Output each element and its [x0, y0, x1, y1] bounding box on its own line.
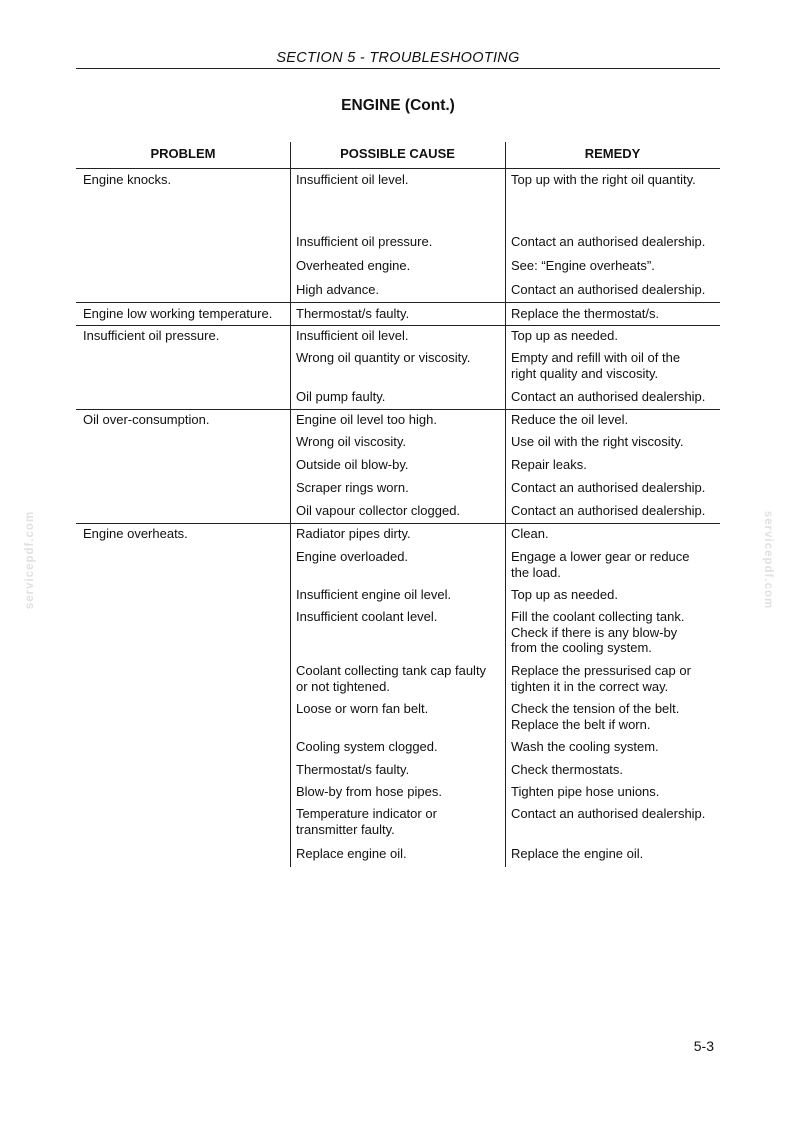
remedy-cell: Engage a lower gear or reduce [511, 549, 690, 564]
cause-cell: Scraper rings worn. [296, 480, 409, 495]
remedy-cell: tighten it in the correct way. [511, 678, 669, 694]
remedy-cell: Use oil with the right viscosity. [511, 434, 684, 449]
cause-cell: Outside oil blow-by. [296, 457, 409, 472]
section-header: SECTION 5 - TROUBLESHOOTING [276, 50, 520, 66]
remedy-cell: Check the tension of the belt. [511, 701, 680, 716]
remedy-cell: Replace the thermostat/s. [511, 306, 660, 321]
remedy-cell: Fill the coolant collecting tank. [511, 609, 685, 624]
remedy-cell: Wash the cooling system. [511, 739, 659, 754]
cause-cell: Insufficient oil level. [296, 172, 409, 187]
remedy-cell: Contact an authorised dealership. [511, 480, 706, 495]
page-title: ENGINE (Cont.) [341, 97, 455, 114]
remedy-cell: See: “Engine overheats”. [511, 258, 655, 273]
cause-cell: Cooling system clogged. [296, 739, 438, 754]
remedy-cell: Contact an authorised dealership. [511, 234, 706, 249]
problem-cell: Engine knocks. [83, 172, 172, 187]
cause-cell: Oil vapour collector clogged. [296, 503, 461, 518]
remedy-cell: Clean. [511, 526, 549, 541]
remedy-cell: Replace the belt if worn. [511, 716, 651, 732]
remedy-cell: Reduce the oil level. [511, 412, 629, 427]
cause-cell: Engine overloaded. [296, 549, 409, 564]
remedy-cell: Empty and refill with oil of the [511, 350, 681, 365]
remedy-cell: Replace the engine oil. [511, 846, 644, 861]
cause-cell: Blow-by from hose pipes. [296, 784, 442, 799]
group-separator [76, 302, 720, 303]
remedy-cell: Repair leaks. [511, 457, 587, 472]
cause-cell: Engine oil level too high. [296, 412, 437, 427]
page-number: 5-3 [693, 1038, 714, 1054]
cause-cell: Wrong oil quantity or viscosity. [296, 350, 471, 365]
watermark-left: servicepdf.com [24, 510, 36, 610]
watermark-right: servicepdf.com [762, 510, 774, 610]
column-header-cause: POSSIBLE CAUSE [340, 146, 455, 161]
cause-cell: Overheated engine. [296, 258, 411, 273]
cause-cell: High advance. [296, 282, 380, 297]
remedy-cell: Contact an authorised dealership. [511, 806, 706, 821]
remedy-cell: Contact an authorised dealership. [511, 282, 706, 297]
remedy-cell: Top up with the right oil quantity. [511, 172, 696, 187]
cause-cell: Wrong oil viscosity. [296, 434, 407, 449]
column-header-problem: PROBLEM [150, 146, 216, 161]
cause-cell: Insufficient engine oil level. [296, 587, 452, 602]
problem-cell: Engine low working temperature. [83, 306, 273, 321]
remedy-cell: Replace the pressurised cap or [511, 663, 691, 678]
cause-cell: Temperature indicator or [296, 806, 437, 821]
remedy-cell: the load. [511, 564, 561, 580]
remedy-cell: Check if there is any blow-by [511, 624, 678, 640]
remedy-cell: Contact an authorised dealership. [511, 389, 706, 404]
cause-cell: Loose or worn fan belt. [296, 701, 429, 716]
remedy-cell: Top up as needed. [511, 587, 618, 602]
problem-cell: Engine overheats. [83, 526, 188, 541]
column-divider [290, 142, 291, 867]
group-separator [76, 409, 720, 410]
header-rule [76, 68, 720, 69]
cause-cell: Thermostat/s faulty. [296, 306, 410, 321]
column-header-remedy: REMEDY [584, 146, 641, 161]
group-separator [76, 325, 720, 326]
problem-cell: Oil over-consumption. [83, 412, 210, 427]
remedy-cell: Tighten pipe hose unions. [511, 784, 660, 799]
remedy-cell: Top up as needed. [511, 328, 618, 343]
cause-cell: Replace engine oil. [296, 846, 407, 861]
problem-cell: Insufficient oil pressure. [83, 328, 220, 343]
remedy-cell: Check thermostats. [511, 762, 623, 777]
cause-cell: Radiator pipes dirty. [296, 526, 411, 541]
cause-cell: Insufficient oil pressure. [296, 234, 433, 249]
group-separator [76, 523, 720, 524]
column-divider [505, 142, 506, 867]
cause-cell: Oil pump faulty. [296, 389, 386, 404]
remedy-cell: Contact an authorised dealership. [511, 503, 706, 518]
cause-cell: transmitter faulty. [296, 821, 395, 837]
cause-cell: Insufficient coolant level. [296, 609, 438, 624]
cause-cell: Coolant collecting tank cap faulty [296, 663, 487, 678]
cause-cell: or not tightened. [296, 678, 390, 694]
header-separator [76, 168, 720, 169]
remedy-cell: right quality and viscosity. [511, 365, 659, 381]
cause-cell: Thermostat/s faulty. [296, 762, 410, 777]
cause-cell: Insufficient oil level. [296, 328, 409, 343]
remedy-cell: from the cooling system. [511, 640, 652, 655]
